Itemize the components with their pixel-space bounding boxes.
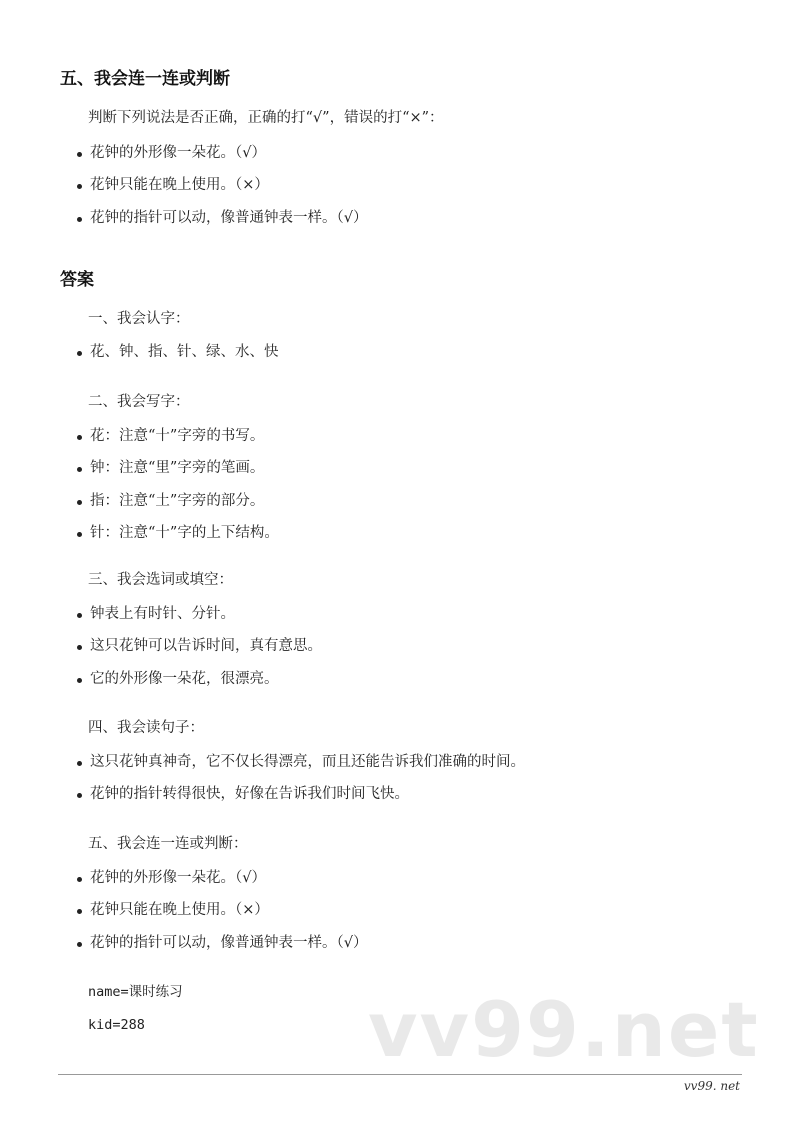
list-item: 它的外形像一朵花，很漂亮。: [75, 669, 322, 701]
list-item: 针：注意“十”字的上下结构。: [75, 523, 279, 555]
answer-part-title: 五、我会连一连或判断：: [88, 836, 248, 852]
list-item: 花、钟、指、针、绿、水、快: [75, 342, 279, 374]
list-item: 花钟的外形像一朵花。（√）: [75, 143, 368, 175]
bullet-icon: [77, 613, 82, 618]
footer-divider: [58, 1074, 742, 1075]
bullet-icon: [77, 942, 82, 947]
judgement-list: [75, 143, 368, 240]
list-item: 花钟的指针可以动，像普通钟表一样。（√）: [75, 933, 368, 965]
answer-list: [75, 752, 525, 817]
list-item: 花钟的指针可以动，像普通钟表一样。（√）: [75, 208, 368, 240]
list-item: 花钟的外形像一朵花。（√）: [75, 868, 368, 900]
bullet-icon: [77, 217, 82, 222]
answer-part-title: 一、我会认字：: [88, 311, 190, 327]
instruction-text: 判断下列说法是否正确，正确的打“√”，错误的打“×”：: [88, 110, 444, 126]
bullet-icon: [77, 909, 82, 914]
section-heading: 五、我会连一连或判断: [60, 69, 230, 89]
kid-line: kid=288: [88, 1017, 145, 1033]
answer-list: [75, 868, 368, 965]
bullet-icon: [77, 645, 82, 650]
answers-heading: 答案: [60, 270, 94, 290]
list-item: 花钟的指针转得很快，好像在告诉我们时间飞快。: [75, 784, 525, 816]
answer-list: [75, 604, 322, 701]
bullet-icon: [77, 761, 82, 766]
footer-site: vv99. net: [683, 1079, 740, 1093]
list-item: 花钟只能在晚上使用。（×）: [75, 175, 368, 207]
bullet-icon: [77, 877, 82, 882]
bullet-icon: [77, 467, 82, 472]
answer-part-title: 二、我会写字：: [88, 394, 190, 410]
bullet-icon: [77, 184, 82, 189]
list-item: 这只花钟真神奇，它不仅长得漂亮，而且还能告诉我们准确的时间。: [75, 752, 525, 784]
list-item: 钟：注意“里”字旁的笔画。: [75, 458, 279, 490]
answer-part-title: 四、我会读句子：: [88, 720, 204, 736]
answer-list: [75, 342, 279, 374]
list-item: 钟表上有时针、分针。: [75, 604, 322, 636]
name-line: name=课时练习: [88, 984, 183, 1000]
answer-list: [75, 426, 279, 555]
bullet-icon: [77, 500, 82, 505]
list-item: 花钟只能在晚上使用。（×）: [75, 900, 368, 932]
list-item: 花：注意“十”字旁的书写。: [75, 426, 279, 458]
list-item: 这只花钟可以告诉时间，真有意思。: [75, 636, 322, 668]
bullet-icon: [77, 678, 82, 683]
bullet-icon: [77, 793, 82, 798]
bullet-icon: [77, 435, 82, 440]
bullet-icon: [77, 152, 82, 157]
list-item: 指：注意“土”字旁的部分。: [75, 491, 279, 523]
bullet-icon: [77, 532, 82, 537]
answer-part-title: 三、我会选词或填空：: [88, 572, 233, 588]
watermark: vv99.net: [368, 985, 760, 1074]
bullet-icon: [77, 351, 82, 356]
